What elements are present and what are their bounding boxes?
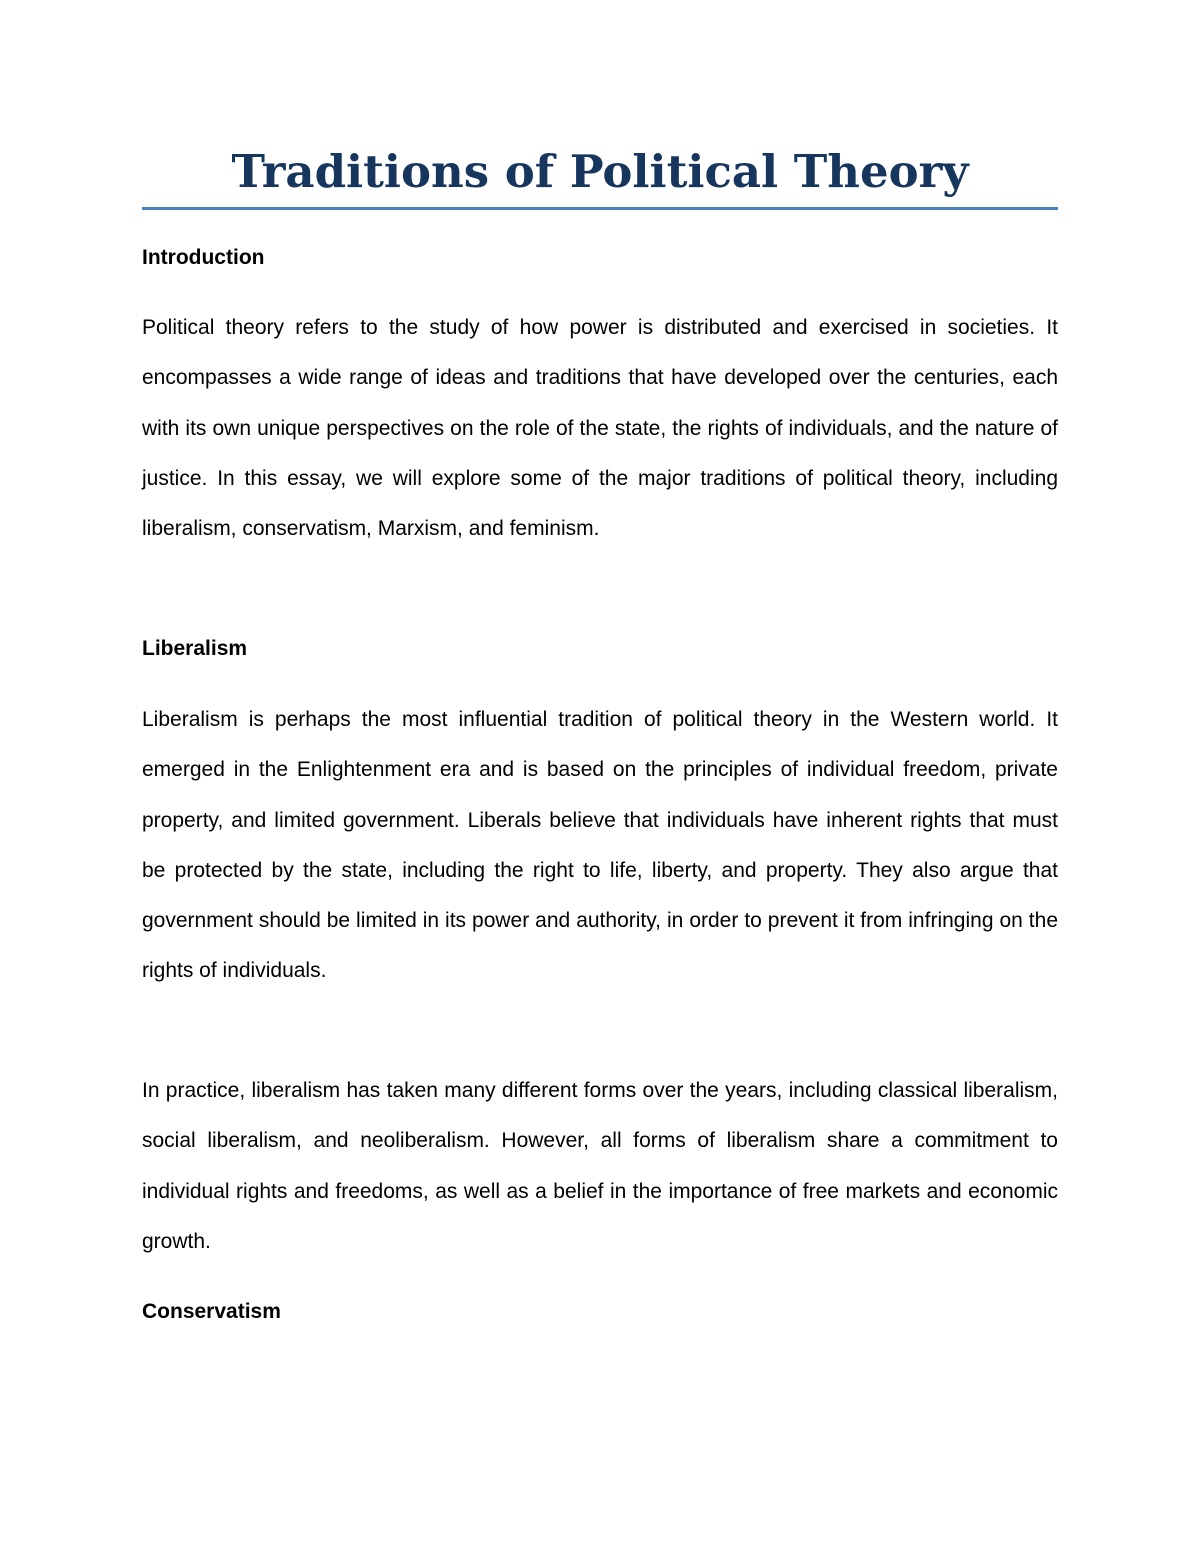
paragraph-liberalism-1: Liberalism is perhaps the most influential tradition of political theory in the Western world. It emerged in the Enlightenment era and is based on the principles of individual freedom, private property, and limited government. Liberals believe that individuals have inherent rights that must be protected by the state, including the right to life, liberty, and property. They also argue that government should be limited in its power and authority, in order to prevent it from infringing on the rights of individuals. [142,708,1058,983]
section-heading-liberalism: Liberalism [142,637,248,660]
title-underline [142,207,1058,210]
section-heading-introduction: Introduction [142,246,265,269]
paragraph-liberalism-2: In practice, liberalism has taken many different forms over the years, including classical liberalism, social liberalism, and neoliberalism. However, all forms of liberalism share a commitment to individual rights and freedoms, as well as a belief in the importance of free markets and economic growth. [142,1079,1058,1253]
paragraph-introduction: Political theory refers to the study of how power is distributed and exercised in societies. It encompasses a wide range of ideas and traditions that have developed over the centuries, each with its own unique perspectives on the role of the state, the rights of individuals, and the nature of justice. In this essay, we will explore some of the major traditions of political theory, including liberalism, conservatism, Marxism, and feminism. [142,316,1058,541]
section-heading-conservatism: Conservatism [142,1300,281,1323]
document-title: Traditions of Political Theory [231,145,969,198]
